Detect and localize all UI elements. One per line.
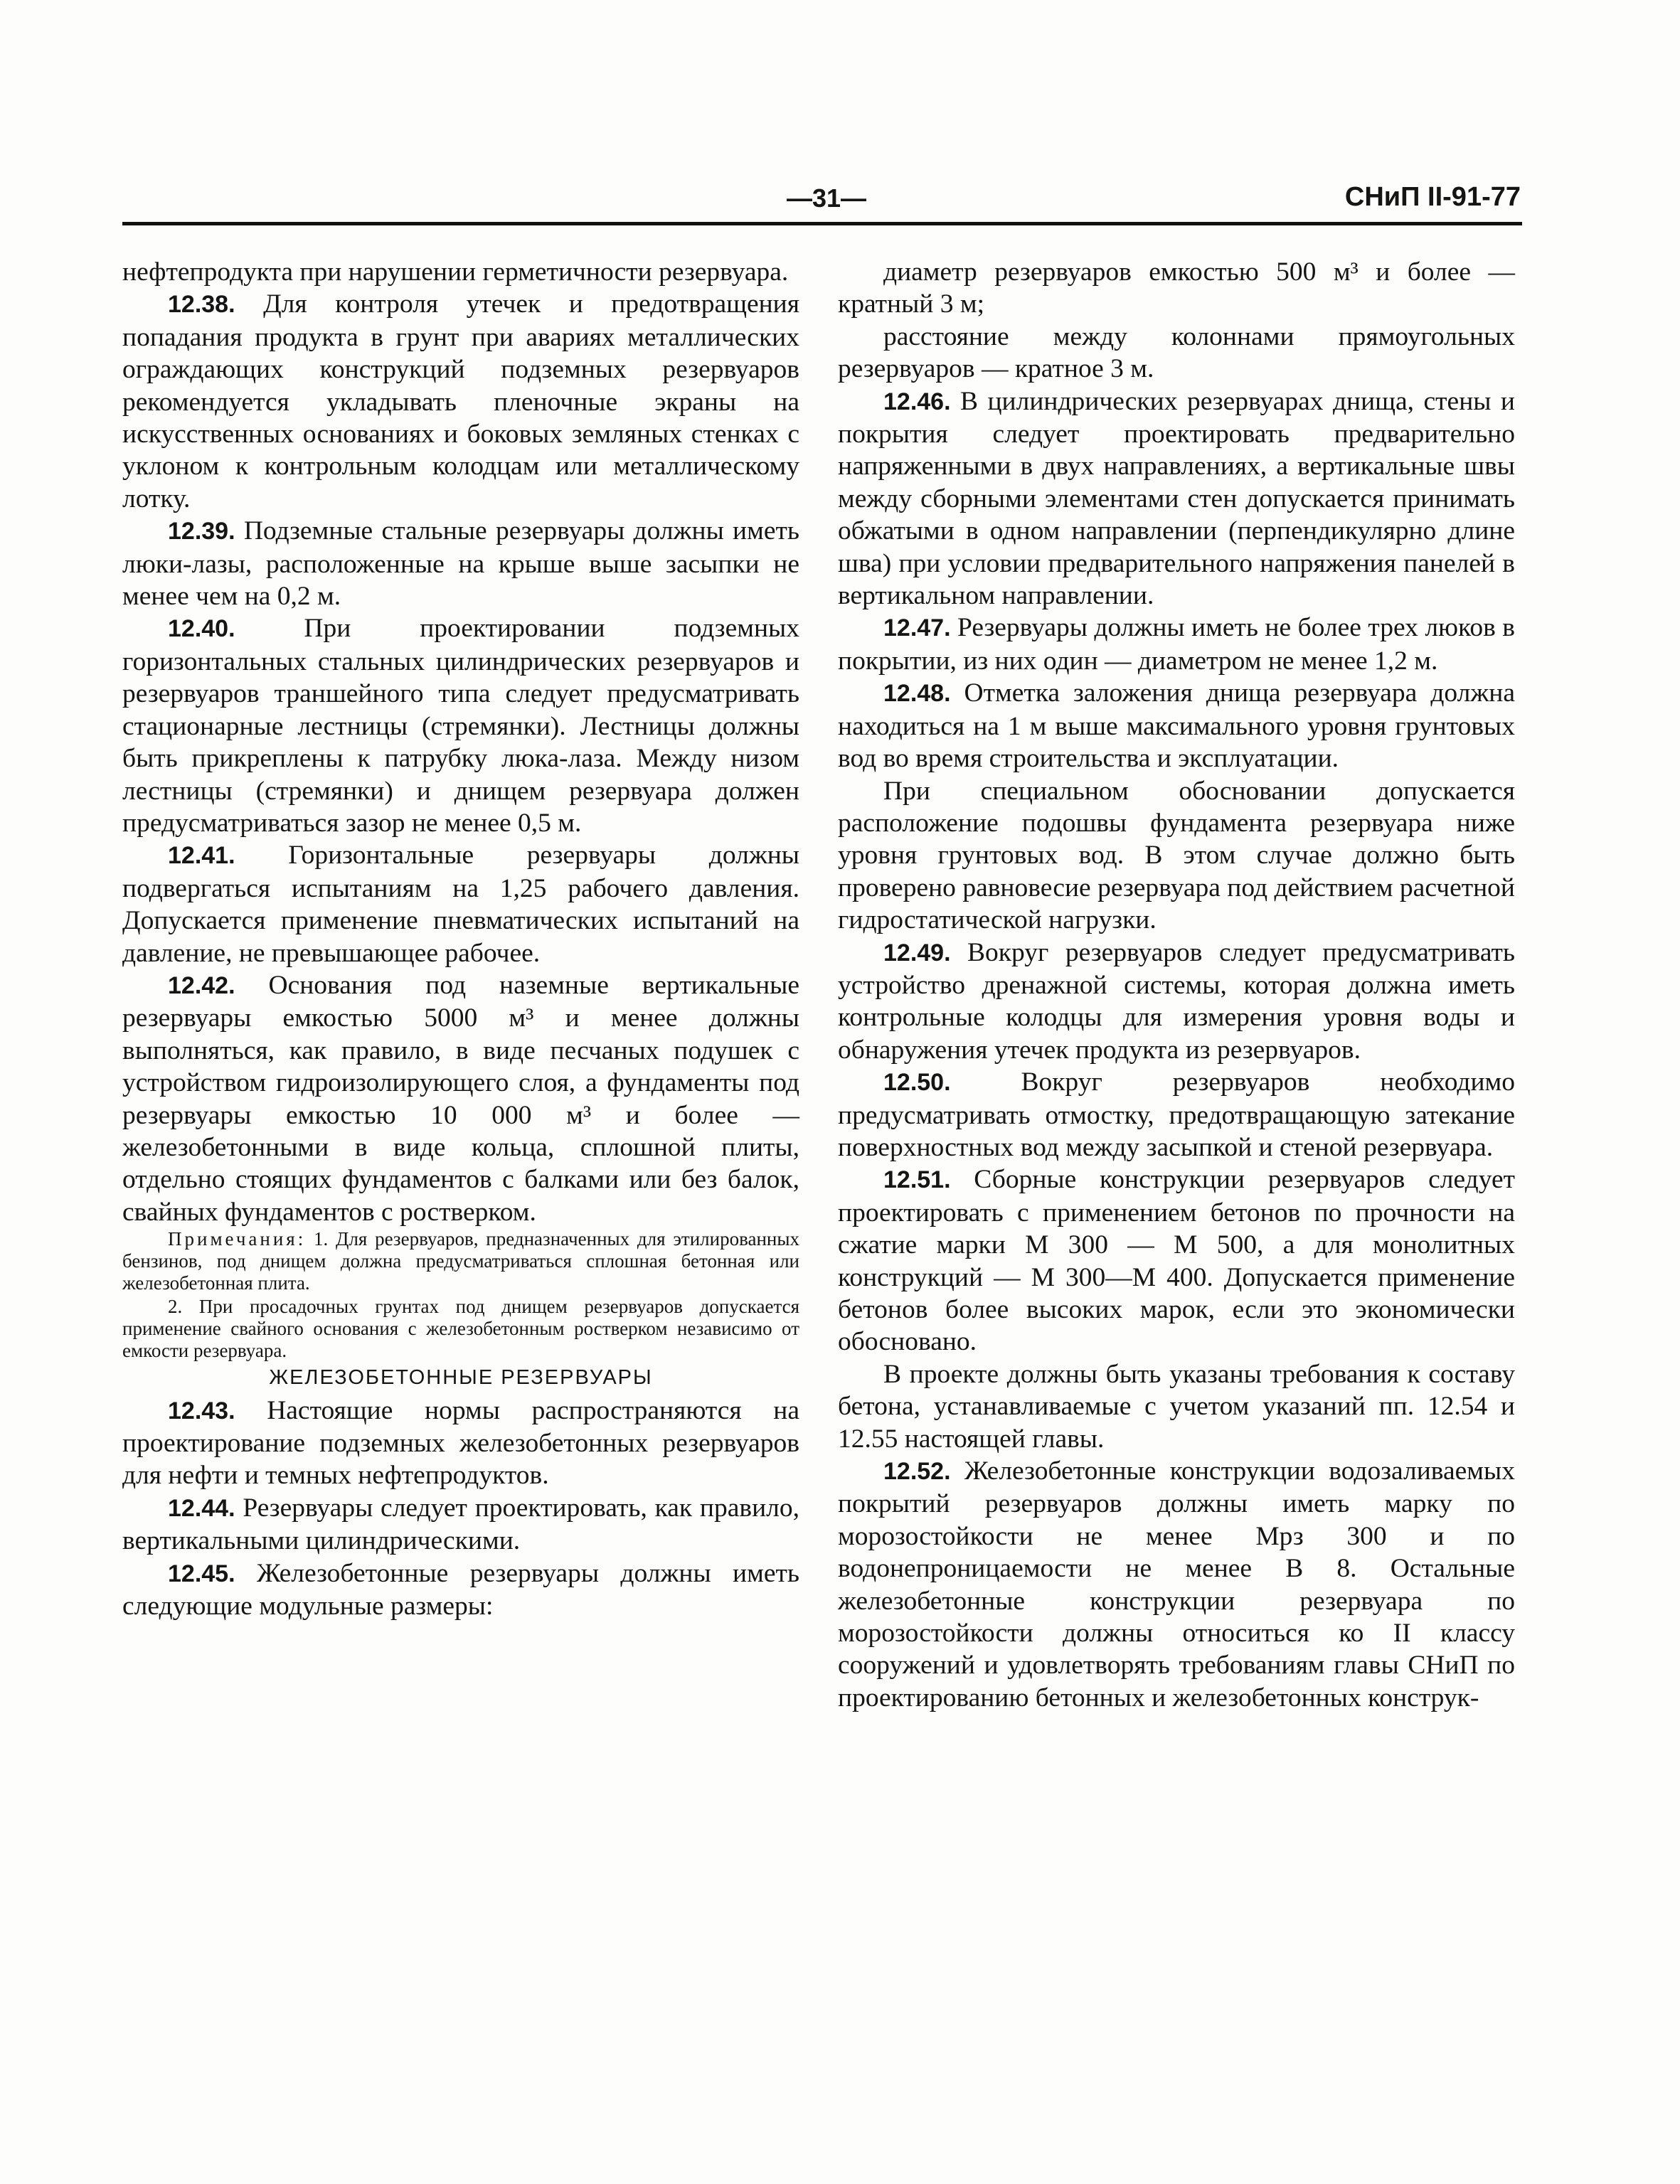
clause-12-46 (838, 385, 1515, 612)
note-label: Примечания: (168, 1228, 307, 1250)
clause-number: 12.44. (168, 1494, 235, 1522)
list-item-column-spacing (838, 321, 1515, 385)
clause-12-44 (122, 1492, 799, 1557)
clause-number: 12.41. (168, 842, 235, 870)
paragraph-concrete-requirements (838, 1358, 1515, 1455)
clause-number: 12.47. (883, 614, 951, 642)
clause-number: 12.39. (168, 518, 235, 545)
clause-text: Железобетонные конструкции водозаливаемых покрытий резервуаров должны иметь марку по морозостойкости не менее Мрз 300 и по водонепроницаемости не менее В 8. Остальные железобетонные конструкции резервуара по морозостойкости должны относиться ко II классу сооружений и удовлетворять требованиям главы СНиП по проектированию бетонных и железобетонных конструк- (838, 1456, 1515, 1712)
clause-text: Сборные конструкции резервуаров следует проектировать с применением бетонов по прочности на сжатие марки М 300 — М 500, а для монолитных конструкций — М 300—М 400. Допускается применение бетонов более высоких марок, если это экономически обосновано. (838, 1165, 1515, 1357)
clause-12-51 (838, 1163, 1515, 1358)
clause-text: Вокруг резервуаров следует предусматривать устройство дренажной системы, которая должна иметь контрольные колодцы для измерения уровня воды и обнаружения утечек продукта из резервуаров. (838, 937, 1515, 1065)
paragraph-text: нефтепродукта при нарушении герметичности резервуара. (122, 257, 789, 287)
clause-number: 12.38. (168, 291, 235, 319)
clause-text: Основания под наземные вертикальные резервуары емкостью 5000 м³ и менее должны выполняться, как правило, в виде песчаных подушек с устройством гидроизолирующего слоя, а фундаменты под резервуары емкостью 10 000 м³ и более — железобетонными в виде кольца, сплошной плиты, отдельно стоящих фундаментов с балками или без балок, свайных фундаментов с ростверком. (122, 970, 799, 1227)
clause-text: Горизонтальные резервуары должны подвергаться испытаниям на 1,25 рабочего давления. Допускается применение пневматических испытаний на давление, не превышающее рабочее. (122, 841, 799, 968)
clause-text: Отметка заложения днища резервуара должна находиться на 1 м выше максимального уровня грунтовых вод во время строительства и эксплуатации. (838, 678, 1515, 774)
clause-text: Резервуары следует проектировать, как правило, вертикальными цилиндрическими. (122, 1493, 799, 1556)
section-title: ЖЕЛЕЗОБЕТОННЫЕ РЕЗЕРВУАРЫ (269, 1366, 653, 1390)
clause-text: Вокруг резервуаров необходимо предусматривать отмостку, предотвращающую затекание поверхностных вод между засыпкой и стеной резервуара. (838, 1067, 1515, 1162)
clause-text: Резервуары должны иметь не более трех люков в покрытии, из них один — диаметром не менее 1,2 м. (838, 613, 1515, 676)
left-column (122, 256, 799, 1622)
paragraph-text: диаметр резервуаров емкостью 500 м³ и более — кратный 3 м; (838, 257, 1515, 319)
clause-text: Для контроля утечек и предотвращения попадания продукта в грунт при авариях металлических ограждающих конструкций подземных резервуаров рекомендуется укладывать пленочные экраны на искусственных основаниях и боковых земляных стенках с уклоном к контрольным колодцам или металлическому лотку. (122, 289, 800, 513)
clause-number: 12.45. (168, 1560, 235, 1587)
clause-12-52 (838, 1455, 1515, 1714)
clause-text: Железобетонные резервуары должны иметь следующие модульные размеры: (122, 1558, 799, 1621)
clause-number: 12.51. (883, 1166, 951, 1194)
note-text: 2. При просадочных грунтах под днищем резервуаров допускается применение свайного основания с железобетонным ростверком независимо от емкости резервуара. (122, 1296, 799, 1362)
clause-text: Подземные стальные резервуары должны иметь люки-лазы, расположенные на крыше выше засыпки не менее чем на 0,2 м. (122, 516, 799, 612)
note-text: 1. Для резервуаров, предназначенных для этилированных бензинов, под днищем должна предусматриваться сплошная бетонная или железобетонная плита. (122, 1228, 800, 1294)
clause-12-38 (122, 288, 799, 515)
clause-12-48 (838, 677, 1515, 774)
document-code: СНиП II-91-77 (1344, 182, 1521, 212)
clause-12-41 (122, 839, 799, 969)
clause-12-49 (838, 937, 1515, 1067)
clause-12-47 (838, 612, 1515, 677)
right-column (838, 256, 1515, 1714)
paragraph-text: расстояние между колоннами прямоугольных резервуаров — кратное 3 м. (838, 321, 1515, 384)
clause-number: 12.52. (883, 1458, 951, 1486)
clause-text: В цилиндрических резервуарах днища, стены и покрытия следует проектировать предварительно напряженными в двух направлениях, а вертикальные швы между сборными элементами стен допускается принимать обжатыми в одном направлении (перпендикулярно длине шва) при условии предварительного напряжения панелей в вертикальном направлении. (838, 386, 1515, 611)
clause-12-43 (122, 1395, 799, 1492)
note-1 (122, 1228, 799, 1294)
page-number: —31— (786, 183, 867, 213)
clause-number: 12.50. (883, 1069, 951, 1097)
header-rule (122, 222, 1522, 225)
clause-number: 12.48. (883, 680, 951, 708)
clause-12-42 (122, 969, 799, 1228)
paragraph-text: В проекте должны быть указаны требования к составу бетона, устанавливаемые с учетом указаний пп. 12.54 и 12.55 настоящей главы. (838, 1359, 1515, 1454)
note-2 (122, 1296, 799, 1362)
list-item-diameter (838, 256, 1515, 321)
clause-number: 12.46. (883, 388, 951, 415)
clause-number: 12.40. (168, 615, 235, 643)
paragraph-text: При специальном обосновании допускается расположение подошвы фундамента резервуара ниже уровня грунтовых вод. В этом случае должно быть проверено равновесие резервуара под действием расчетной гидростатической нагрузки. (838, 776, 1515, 935)
clause-number: 12.42. (168, 971, 235, 999)
clause-12-40 (122, 612, 799, 839)
clause-text: Настоящие нормы распространяются на проектирование подземных железобетонных резервуаров для нефти и темных нефтепродуктов. (122, 1395, 799, 1491)
clause-text: При проектировании подземных горизонтальных стальных цилиндрических резервуаров и резервуаров траншейного типа следует предусматривать стационарные лестницы (стремянки). Лестницы должны быть прикреплены к патрубку люка-лаза. Между низом лестницы (стремянки) и днищем резервуара должен предусматриваться зазор не менее 0,5 м. (122, 614, 799, 838)
clause-number: 12.49. (883, 939, 951, 966)
clause-12-50 (838, 1066, 1515, 1163)
clause-12-45 (122, 1557, 799, 1623)
clause-12-39 (122, 515, 799, 612)
clause-number: 12.43. (168, 1397, 235, 1424)
paragraph-special-justification (838, 775, 1515, 937)
paragraph-continuation (122, 256, 799, 288)
